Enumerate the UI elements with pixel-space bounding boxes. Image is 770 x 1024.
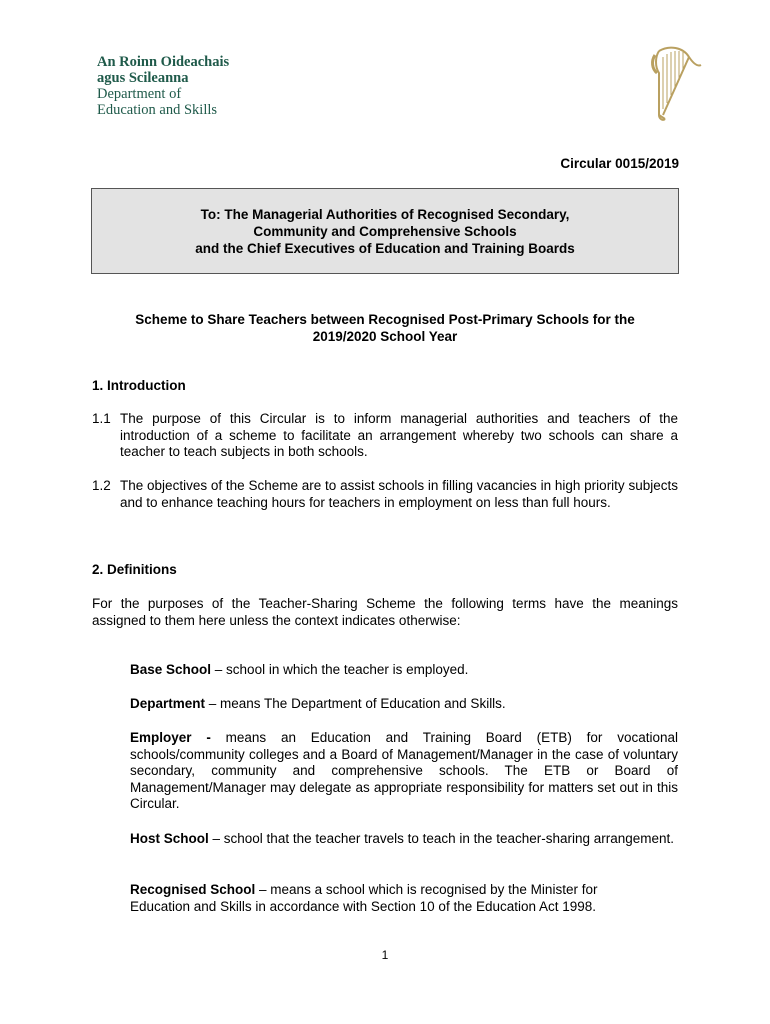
scheme-title-line1: Scheme to Share Teachers between Recognised Post-Primary Schools for the bbox=[135, 312, 635, 327]
definition-department bbox=[130, 696, 678, 713]
section2-heading: 2. Definitions bbox=[92, 562, 177, 577]
definition-text: means an Education and Training Board (ETB) for vocational schools/community colleges and a Board of Management/Manager in the case of voluntary secondary, community and comprehensive schools. The ETB or Board of Management/Manager may delegate as appropriate responsibility for matters set out in this Circular. bbox=[130, 730, 678, 811]
page-number: 1 bbox=[381, 948, 389, 962]
definition-employer bbox=[130, 730, 678, 813]
definition-separator: – bbox=[211, 662, 227, 677]
definition-text: school that the teacher travels to teach in the teacher-sharing arrangement. bbox=[223, 831, 675, 846]
paragraph-text: The objectives of the Scheme are to assist schools in filling vacancies in high priority subjects and to enhance teaching hours for teachers in employment on less than full hours. bbox=[120, 478, 678, 510]
paragraph-number: 1.2 bbox=[92, 478, 111, 493]
definition-term: Employer - bbox=[130, 730, 211, 745]
definition-host-school bbox=[130, 831, 678, 848]
definition-term: Department bbox=[130, 696, 206, 711]
paragraph-text: The purpose of this Circular is to inform managerial authorities and teachers of the introduction of a scheme to facilitate an arrangement whereby two schools can share a teacher to teach subjects in both schools. bbox=[120, 411, 678, 459]
addressee-box bbox=[91, 188, 679, 274]
scheme-title-line2: 2019/2020 School Year bbox=[312, 329, 458, 344]
definitions-intro: For the purposes of the Teacher-Sharing Scheme the following terms have the meanings assigned to them here unless the context indicates otherwise: bbox=[92, 596, 678, 628]
definition-term: Host School bbox=[130, 831, 209, 846]
definition-text: means The Department of Education and Skills. bbox=[220, 696, 506, 711]
definition-separator: – bbox=[255, 882, 271, 897]
definition-term: Base School bbox=[130, 662, 212, 677]
definition-term: Recognised School bbox=[130, 882, 256, 897]
org-irish-line2: agus Scileanna bbox=[97, 70, 189, 86]
harp-emblem-icon bbox=[649, 43, 705, 123]
circular-number: Circular 0015/2019 bbox=[560, 156, 679, 171]
definition-text: means a school which is recognised by the Minister for Education and Skills in accordance with Section 10 of the Education Act 1998. bbox=[130, 882, 598, 914]
definition-separator: – bbox=[208, 831, 224, 846]
paragraph-number: 1.1 bbox=[92, 411, 111, 426]
definition-base-school bbox=[130, 662, 678, 679]
definition-separator bbox=[211, 730, 226, 745]
department-logo-text bbox=[97, 54, 229, 118]
scheme-title bbox=[92, 311, 678, 345]
definition-text: school in which the teacher is employed. bbox=[226, 662, 469, 677]
section1-heading: 1. Introduction bbox=[92, 378, 186, 393]
org-english-line2: Education and Skills bbox=[97, 102, 218, 118]
addressee-line3: and the Chief Executives of Education and Training Boards bbox=[195, 240, 575, 256]
org-irish-line1: An Roinn Oideachais bbox=[97, 54, 230, 70]
org-english-line1: Department of bbox=[97, 86, 182, 102]
addressee-line1: To: The Managerial Authorities of Recognised Secondary, bbox=[200, 206, 570, 222]
paragraph-1-2 bbox=[92, 478, 678, 511]
addressee-line2: Community and Comprehensive Schools bbox=[253, 223, 517, 239]
paragraph-1-1 bbox=[92, 411, 678, 461]
definition-recognised-school bbox=[130, 882, 610, 915]
definition-separator: – bbox=[205, 696, 221, 711]
